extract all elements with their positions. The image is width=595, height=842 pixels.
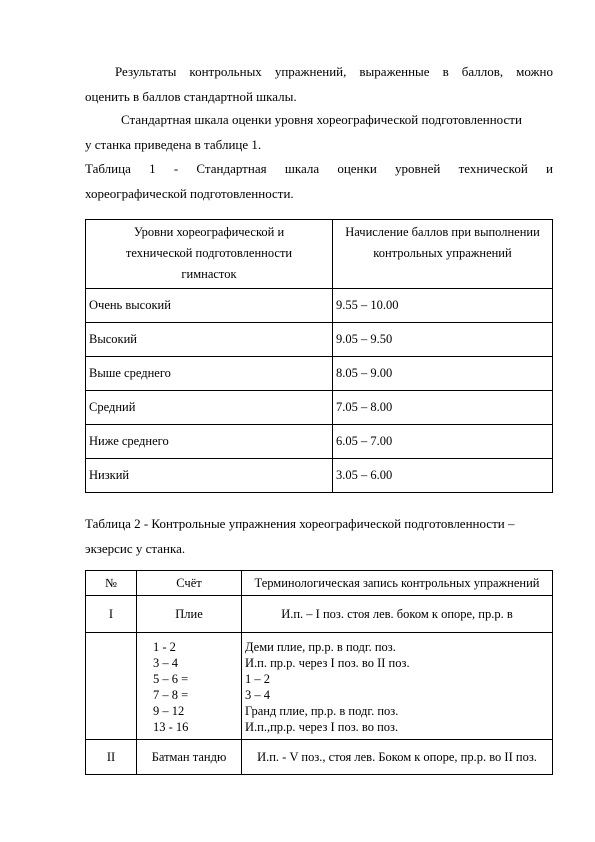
table-row [86, 323, 553, 357]
number-cell: I [86, 596, 137, 633]
header-line: Начисление баллов при выполнении [345, 225, 540, 239]
terminology-line: 3 – 4 [245, 688, 270, 702]
count-line: 3 – 4 [153, 656, 178, 670]
terminology-line: 1 – 2 [245, 672, 270, 686]
score-cell: 9.55 – 10.00 [333, 289, 553, 323]
intro-paragraph-2 [85, 107, 553, 157]
score-cell: 6.05 – 7.00 [333, 425, 553, 459]
level-cell: Средний [86, 391, 333, 425]
header-line: Уровни хореографической и [133, 225, 285, 239]
score-cell: 3.05 – 6.00 [333, 459, 553, 493]
score-cell: 9.05 – 9.50 [333, 323, 553, 357]
terminology-cell [242, 633, 553, 740]
table-header-row [86, 571, 553, 596]
table-row [86, 289, 553, 323]
intro-paragraph-1 [85, 59, 553, 109]
count-line: 9 – 12 [153, 704, 185, 718]
header-scores [333, 220, 553, 289]
header-line: технической подготовленности [125, 246, 293, 260]
table-row [86, 633, 553, 740]
table-row [86, 740, 553, 775]
table-header-row [86, 220, 553, 289]
table2-caption [85, 511, 553, 561]
terminology-line: И.п.,пр.р. через I поз. во поз. [245, 720, 399, 734]
count-cell [137, 633, 242, 740]
caption-line: Таблица 1 - Стандартная шкала оценки уровней технической и [85, 161, 553, 176]
header-line: контрольных упражнений [373, 246, 512, 260]
caption-line: хореографической подготовленности. [85, 186, 294, 201]
header-count: Счёт [137, 571, 242, 596]
paragraph-line: Стандартная шкала оценки уровня хореографической подготовленности [121, 112, 522, 127]
level-cell: Высокий [86, 323, 333, 357]
caption-line: экзерсис у станка. [85, 541, 186, 556]
number-cell: II [86, 740, 137, 775]
paragraph-line: оценить в баллов стандартной шкалы. [85, 89, 297, 104]
terminology-line: Деми плие, пр.р. в подг. поз. [245, 640, 396, 654]
count-line: 1 - 2 [153, 640, 176, 654]
header-levels [86, 220, 333, 289]
count-line: 7 – 8 = [153, 688, 189, 702]
exercise-table [85, 570, 553, 775]
level-cell: Выше среднего [86, 357, 333, 391]
terminology-cell: И.п. - V поз., стоя лев. Боком к опоре, пр.р. во II поз. [242, 740, 553, 775]
table-row [86, 596, 553, 633]
level-cell: Ниже среднего [86, 425, 333, 459]
level-cell: Низкий [86, 459, 333, 493]
terminology-line: Гранд плие, пр.р. в подг. поз. [245, 704, 399, 718]
standard-scale-table [85, 219, 553, 493]
count-cell: Батман тандю [137, 740, 242, 775]
number-cell [86, 633, 137, 740]
terminology-line: И.п. пр.р. через I поз. во II поз. [245, 656, 410, 670]
table-row [86, 459, 553, 493]
count-line: 5 – 6 = [153, 672, 189, 686]
terminology-cell: И.п. – I поз. стоя лев. боком к опоре, пр.р. в [242, 596, 553, 633]
table1-caption [85, 156, 553, 206]
header-line: гимнасток [181, 267, 237, 281]
count-cell: Плие [137, 596, 242, 633]
table-row [86, 357, 553, 391]
header-number: № [86, 571, 137, 596]
header-terminology: Терминологическая запись контрольных упражнений [242, 571, 553, 596]
caption-line: Таблица 2 - Контрольные упражнения хореографической подготовленности – [85, 516, 515, 531]
table-row [86, 391, 553, 425]
paragraph-line: Результаты контрольных упражнений, выраженные в баллов, можно [115, 64, 553, 79]
score-cell: 7.05 – 8.00 [333, 391, 553, 425]
paragraph-line: у станка приведена в таблице 1. [85, 137, 262, 152]
table-row [86, 425, 553, 459]
count-line: 13 - 16 [153, 720, 189, 734]
score-cell: 8.05 – 9.00 [333, 357, 553, 391]
level-cell: Очень высокий [86, 289, 333, 323]
